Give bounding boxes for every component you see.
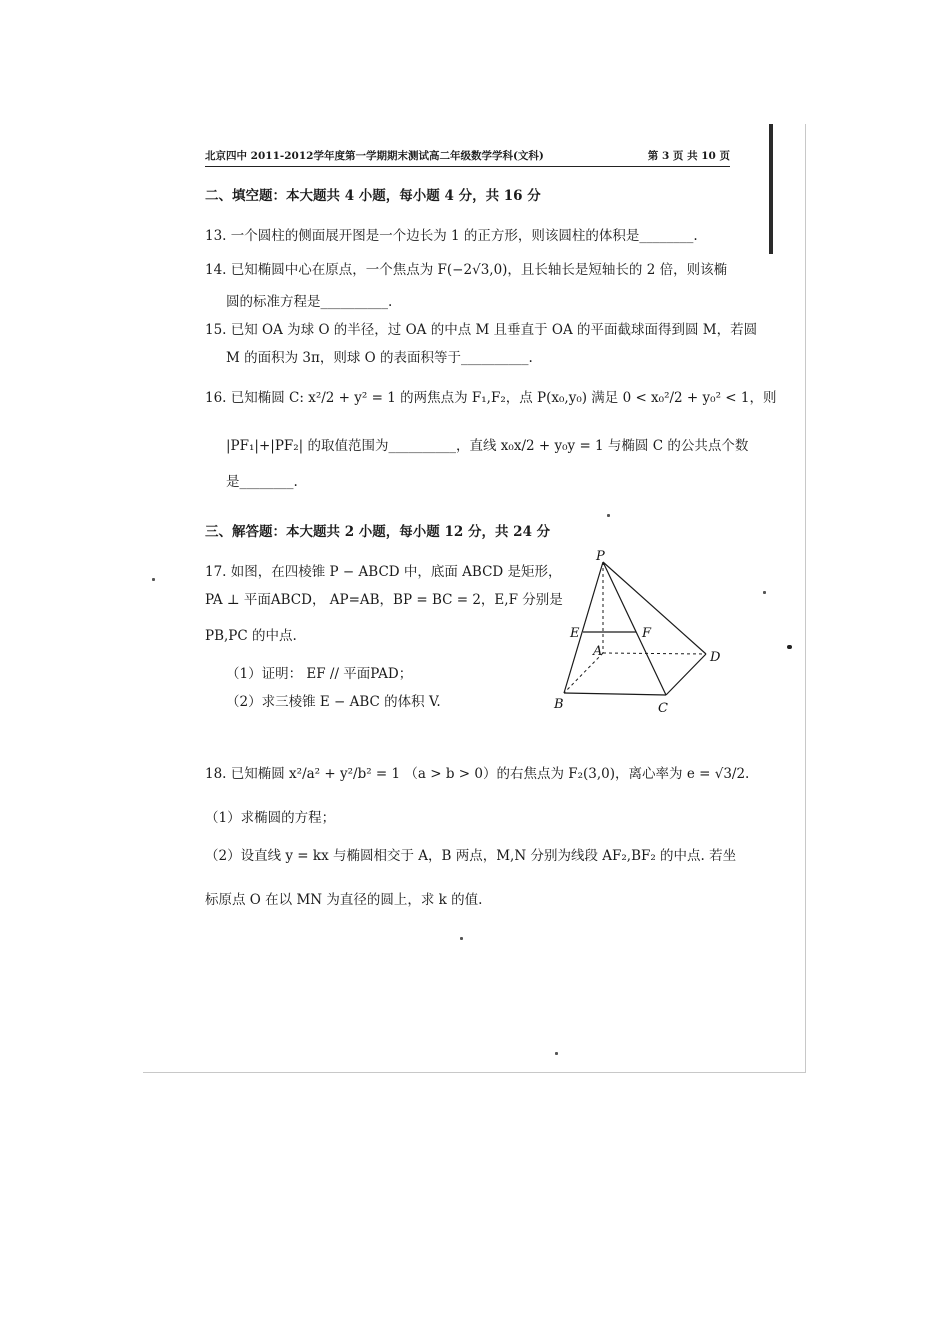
question-18-part-1: （1）求椭圆的方程； — [205, 810, 336, 826]
edge-pd — [603, 562, 706, 654]
question-18-part-2-cont: 标原点 O 在以 MN 为直径的圆上，求 k 的值. — [205, 892, 483, 908]
label-f: F — [642, 626, 652, 641]
edge-bc — [564, 693, 666, 695]
edge-pc — [603, 562, 666, 695]
scan-dot-mark — [787, 645, 792, 649]
question-15-line-2: M 的面积为 3π，则球 O 的表面积等于__________. — [226, 350, 533, 366]
question-17-line-1: 17. 如图，在四棱锥 P − ABCD 中，底面 ABCD 是矩形， — [205, 564, 562, 580]
section-3-heading: 三、解答题：本大题共 2 小题，每小题 12 分，共 24 分 — [205, 524, 551, 540]
pyramid-figure — [548, 548, 728, 718]
scan-edge-mark — [769, 124, 773, 254]
question-16-line-1: 16. 已知椭圆 C: x²/2 + y² = 1 的两焦点为 F₁,F₂，点 P(x₀,y₀) 满足 0 < x₀²/2 + y₀² < 1，则 — [205, 390, 777, 406]
page-header — [205, 148, 730, 163]
scan-speck — [607, 514, 610, 517]
label-b: B — [554, 697, 564, 712]
question-14-line-2: 圆的标准方程是__________. — [226, 294, 393, 310]
question-18-part-2: （2）设直线 y = kx 与椭圆相交于 A，B 两点，M,N 分别为线段 AF₂,BF₂ 的中点. 若坐 — [205, 848, 737, 864]
question-17-part-1: （1）证明： EF // 平面PAD； — [226, 666, 413, 682]
question-16-line-3: 是________. — [226, 474, 298, 490]
edge-ad — [603, 653, 706, 654]
question-17-line-2: PA ⊥ 平面ABCD， AP=AB，BP = BC = 2，E,F 分别是 — [205, 592, 563, 608]
scan-speck — [152, 578, 155, 581]
question-17-part-2: （2）求三棱锥 E − ABC 的体积 V. — [226, 694, 441, 710]
edge-cd — [666, 654, 706, 695]
label-d: D — [710, 650, 721, 665]
label-c: C — [658, 701, 668, 716]
question-18-line-1: 18. 已知椭圆 x²/a² + y²/b² = 1 （a > b > 0）的右焦点为 F₂(3,0)，离心率为 e = √3/2. — [205, 766, 750, 782]
question-14-line-1: 14. 已知椭圆中心在原点，一个焦点为 F(−2√3,0)，且长轴长是短轴长的 2 倍，则该椭 — [205, 262, 728, 278]
scan-speck — [460, 937, 463, 940]
label-a: A — [593, 644, 603, 659]
question-15-line-1: 15. 已知 OA 为球 O 的半径，过 OA 的中点 M 且垂直于 OA 的平面截球面得到圆 M，若圆 — [205, 322, 758, 338]
question-17-line-3: PB,PC 的中点. — [205, 628, 297, 644]
scan-speck — [763, 591, 766, 594]
question-16-line-2: |PF₁|+|PF₂| 的取值范围为__________，直线 x₀x/2 + y₀y = 1 与椭圆 C 的公共点个数 — [226, 438, 749, 454]
header-rule — [205, 166, 730, 167]
section-2-heading: 二、填空题：本大题共 4 小题，每小题 4 分，共 16 分 — [205, 188, 541, 204]
question-13: 13. 一个圆柱的侧面展开图是一个边长为 1 的正方形，则该圆柱的体积是________. — [205, 228, 698, 244]
header-page-number: 第 3 页 共 10 页 — [647, 150, 730, 162]
header-title: 北京四中 2011-2012学年度第一学期期末测试高二年级数学学科(文科) — [205, 150, 544, 162]
label-e: E — [570, 626, 580, 641]
label-p: P — [596, 549, 605, 564]
scan-speck — [555, 1052, 558, 1055]
